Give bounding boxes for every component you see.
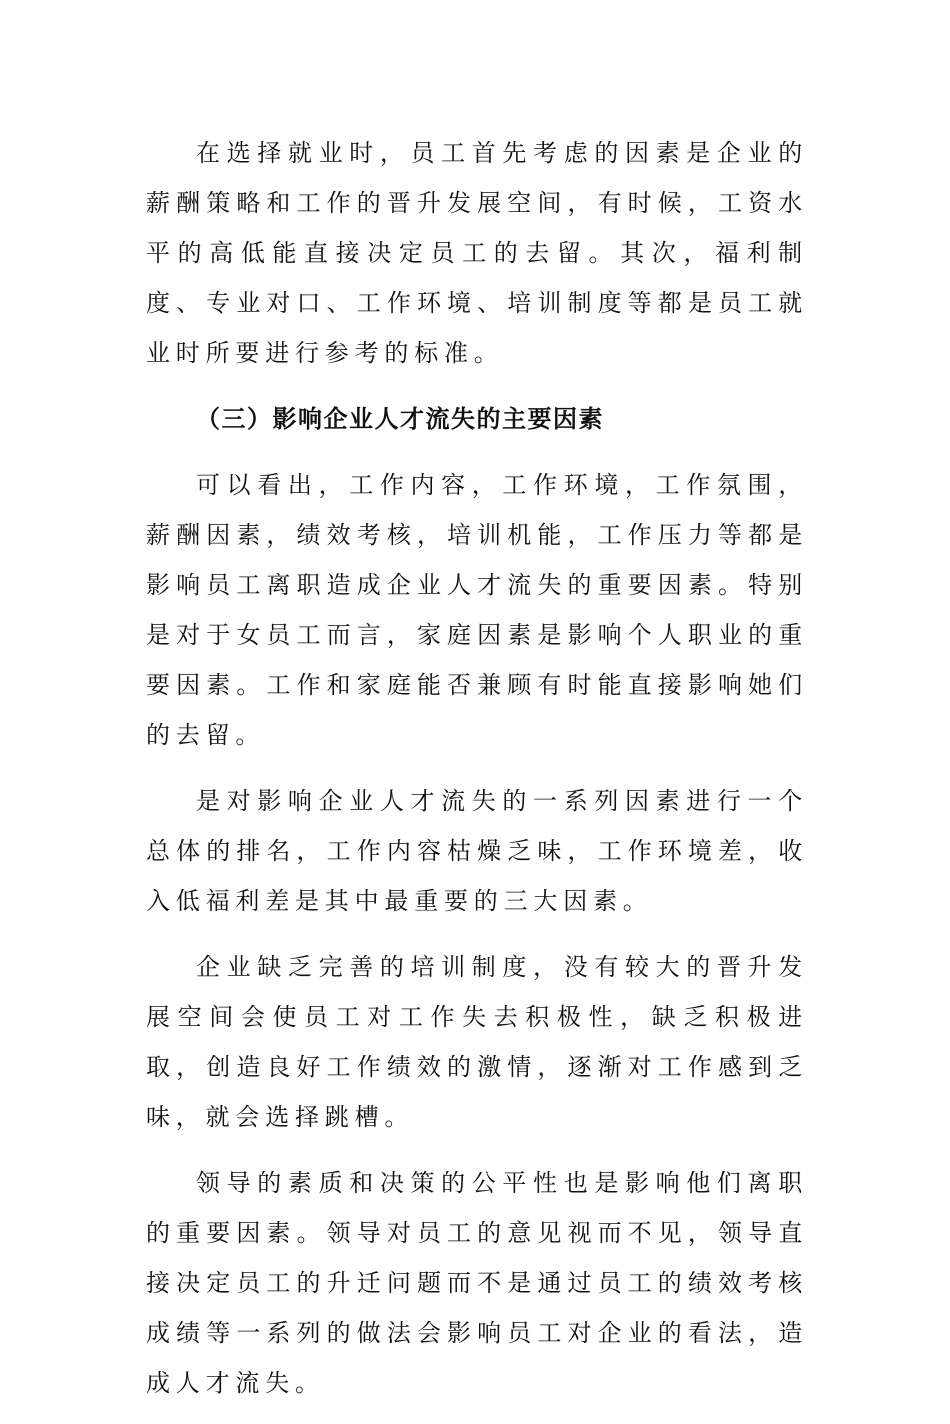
section-heading: （三）影响企业人才流失的主要因素 [196,405,604,433]
document-body [146,128,808,1424]
paragraph-turnover-factors: 可以看出，工作内容，工作环境，工作氛围，薪酬因素，绩效考核，培训机能，工作压力等都是影响员工离职造成企业人才流失的重要因素。特别是对于女员工而言，家庭因素是影响个人职业的重要因素。工作和家庭能否兼顾有时能直接影响她们的去留。 [146,471,808,749]
paragraph-training-promotion: 企业缺乏完善的培训制度，没有较大的晋升发展空间会使员工对工作失去积极性，缺乏积极进取，创造良好工作绩效的激情，逐渐对工作感到乏味，就会选择跳槽。 [146,953,808,1131]
paragraph-leadership: 领导的素质和决策的公平性也是影响他们离职的重要因素。领导对员工的意见视而不见，领导直接决定员工的升迁问题而不是通过员工的绩效考核成绩等一系列的做法会影响员工对企业的看法，造成人才流失。 [146,1169,808,1397]
paragraph-salary-factors: 在选择就业时，员工首先考虑的因素是企业的薪酬策略和工作的晋升发展空间，有时候，工资水平的高低能直接决定员工的去留。其次，福利制度、专业对口、工作环境、培训制度等都是员工就业时所要进行参考的标准。 [146,139,808,367]
paragraph-factor-ranking: 是对影响企业人才流失的一系列因素进行一个总体的排名，工作内容枯燥乏味，工作环境差，收入低福利差是其中最重要的三大因素。 [146,787,808,915]
